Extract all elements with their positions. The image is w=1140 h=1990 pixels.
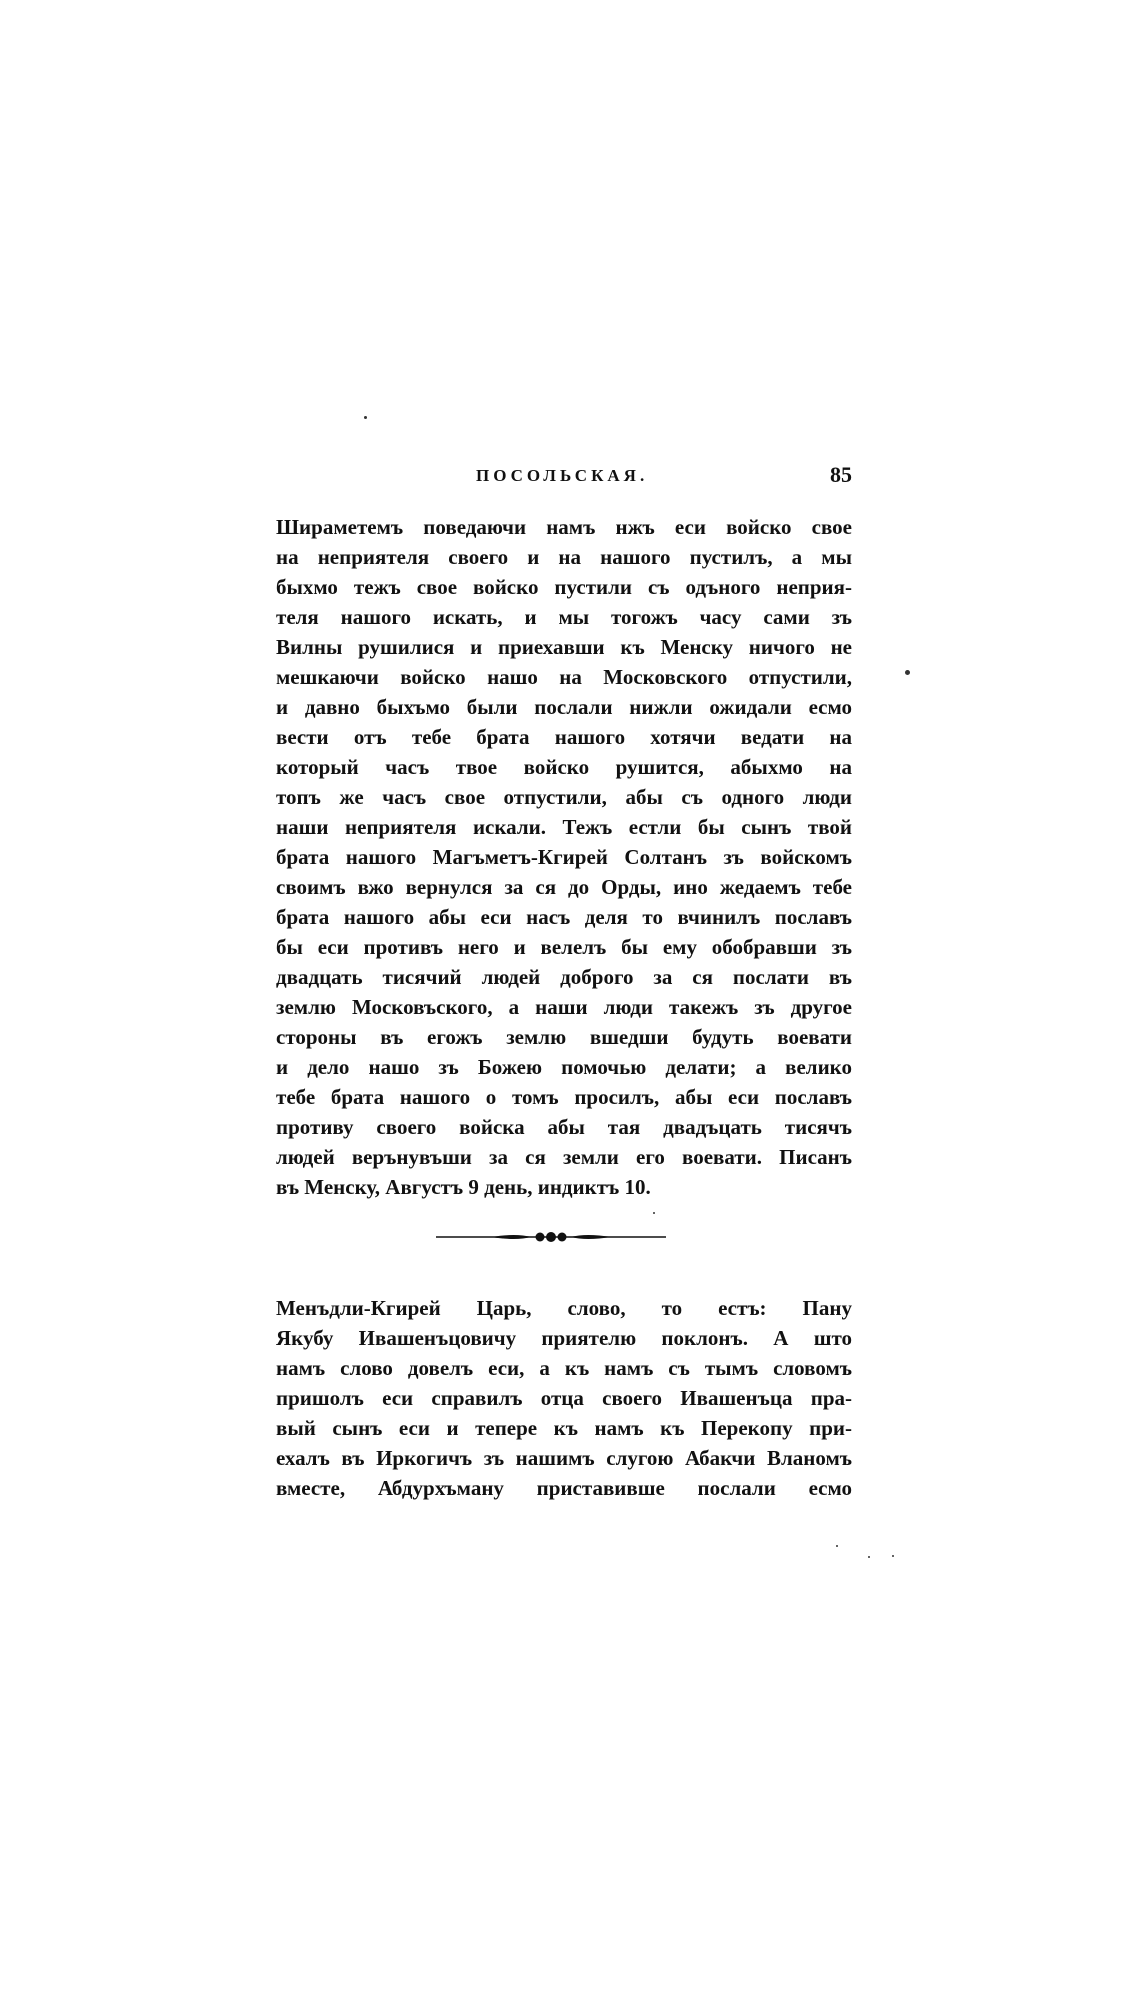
text-line: Якубу Ивашенъцовичу приятелю поклонъ. А што [276,1326,852,1350]
text-line: своимъ вжо вернулся за ся до Орды, ино жедаемъ тебе [276,875,852,899]
text-line: въ Менску, Августъ 9 день, индиктъ 10. [276,1175,651,1199]
text-line: двадцать тисячий людей доброго за ся послати въ [276,965,852,989]
text-line: вый сынъ еси и тепере къ намъ къ Перекопу при- [276,1416,852,1440]
text-line: топъ же часъ свое отпустили, абы съ одного люди [276,785,852,809]
text-line: и дело нашо зъ Божею помочью делати; а велико [276,1055,852,1079]
text-line: теля нашого искать, и мы тогожъ часу сами зъ [276,605,852,629]
text-line: Вилны рушилися и приехавши къ Менску ничого не [276,635,852,659]
scan-speck [868,1556,870,1558]
text-line: который часъ твое войско рушится, абыхмо на [276,755,852,779]
text-line: ехалъ въ Иркогичъ зъ нашимъ слугою Абакчи Вланомъ [276,1446,852,1470]
text-line: бы еси противъ него и велелъ бы ему обобравши зъ [276,935,852,959]
text-line: тебе брата нашого о томъ просилъ, абы еси пославъ [276,1085,852,1109]
scan-speck [905,670,910,675]
text-line: намъ слово довелъ еси, а къ намъ съ тымъ словомъ [276,1356,852,1380]
text-line: Менъдли-Кгирей Царь, слово, то естъ: Пану [276,1296,852,1320]
scan-speck [892,1555,894,1557]
text-line: противу своего войска абы тая двадъцать тисячъ [276,1115,852,1139]
scan-speck [653,1212,655,1214]
letter-text [276,512,852,1202]
text-line: и давно быхъмо были послали нижли ожидали есмо [276,695,852,719]
text-line: вести отъ тебе брата нашого хотячи ведати на [276,725,852,749]
text-line: вместе, Абдурхъману приставивше послали есмо [276,1476,852,1500]
text-line: брата нашого Магъметъ-Кгирей Солтанъ зъ войскомъ [276,845,852,869]
ornament-divider [436,1230,666,1244]
text-line: пришолъ еси справилъ отца своего Ивашенъца пра- [276,1386,852,1410]
text-line: брата нашого абы еси насъ деля то вчинилъ пославъ [276,905,852,929]
page-number: 85 [830,462,852,487]
text-line: на неприятеля своего и на нашого пустилъ, а мы [276,545,852,569]
running-head [276,462,852,496]
text-line: наши неприятеля искали. Тежъ естли бы сынъ твой [276,815,852,839]
text-line: быхмо тежъ свое войско пустили съ одъного неприя- [276,575,852,599]
scan-speck [364,416,367,419]
text-line: людей верънувъши за ся земли его воевати. Писанъ [276,1145,852,1169]
running-title: ПОСОЛЬСКАЯ. [476,466,649,485]
text-line: мешкаючи войско нашо на Московского отпустили, [276,665,852,689]
text-line: Шираметемъ поведаючи намъ нжъ еси войско свое [276,515,852,539]
text-line: стороны въ егожъ землю вшедши будуть воевати [276,1025,852,1049]
second-letter-text [276,1293,852,1503]
text-line: землю Московъского, а наши люди такежъ зъ другое [276,995,852,1019]
scan-speck [836,1545,838,1547]
